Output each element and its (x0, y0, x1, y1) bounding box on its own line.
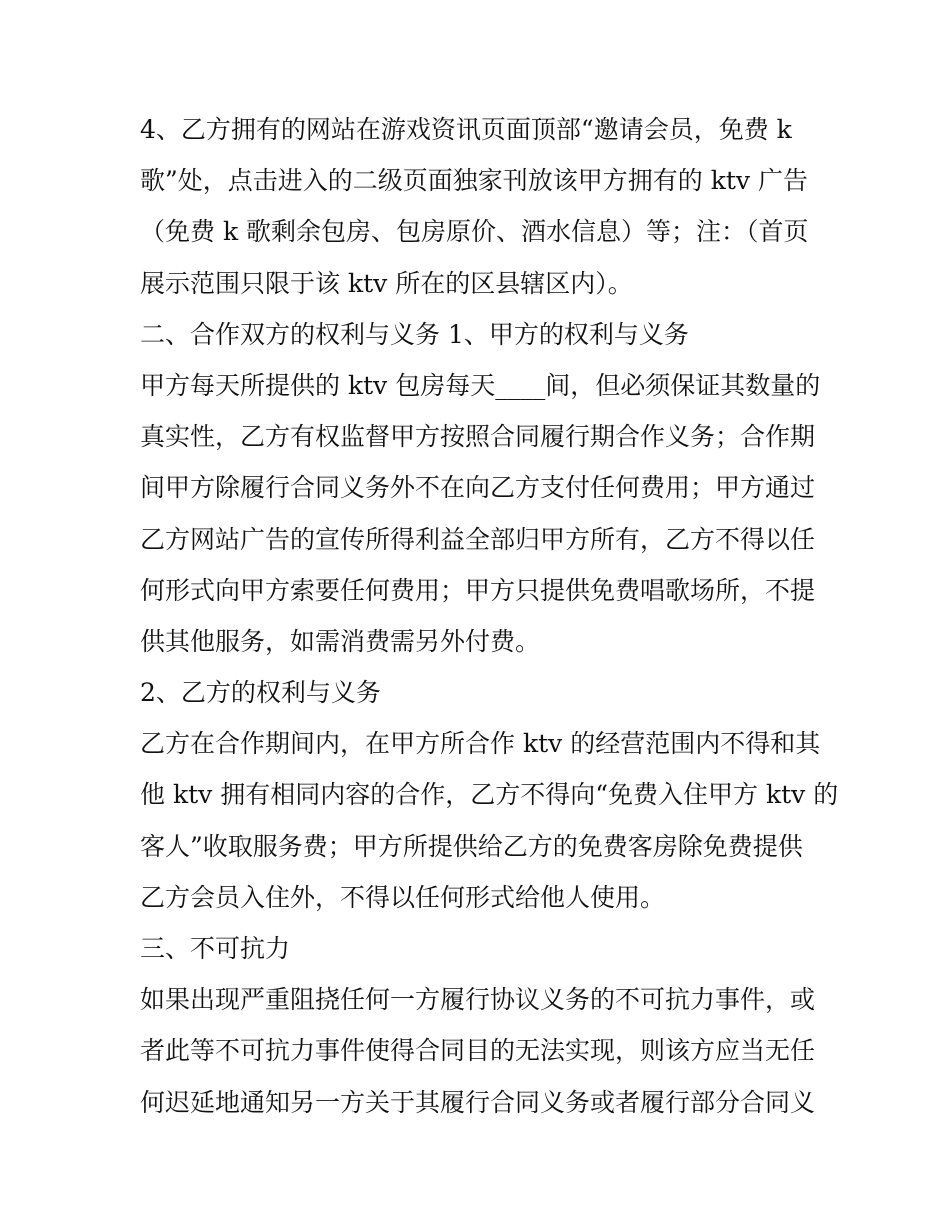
text-line: 4、乙方拥有的网站在游戏资讯页面顶部“邀请会员，免费 k (140, 115, 792, 144)
text-line: 他 ktv 拥有相同内容的合作，乙方不得向“免费入住甲方 ktv 的 (140, 780, 839, 810)
text-line: 如果出现严重阻挠任何一方履行协议义务的不可抗力事件，或 (140, 985, 816, 1015)
section-heading: 三、不可抗力 (140, 934, 291, 963)
text-line: 何迟延地通知另一方关于其履行合同义务或者履行部分合同义 (140, 1087, 816, 1117)
text-line: 客人”收取服务费；甲方所提供给乙方的免费客房除免费提供 (140, 831, 803, 861)
text-line: 展示范围只限于该 ktv 所在的区县辖区内）。 (140, 268, 633, 298)
text-line: 间甲方除履行合同义务外不在向乙方支付任何费用；甲方通过 (140, 473, 816, 503)
text-line: 何形式向甲方索要任何费用；甲方只提供免费唱歌场所，不提 (140, 575, 816, 605)
text-line: 乙方会员入住外，不得以任何形式给他人使用。 (140, 882, 666, 912)
text-line: 真实性，乙方有权监督甲方按照合同履行期合作义务；合作期 (140, 422, 816, 452)
text-line: 乙方网站广告的宣传所得利益全部归甲方所有，乙方不得以任 (140, 524, 816, 554)
text-line: 歌”处，点击进入的二级页面独家刊放该甲方拥有的 ktv 广告 (140, 166, 808, 196)
document-body (140, 104, 839, 1128)
section-heading: 二、合作双方的权利与义务 1、甲方的权利与义务 (140, 319, 689, 349)
subsection-heading: 2、乙方的权利与义务 (140, 678, 381, 708)
text-line: 供其他服务，如需消费需另外付费。 (140, 626, 541, 656)
text-line: 甲方每天所提供的 ktv 包房每天____间，但必须保证其数量的 (140, 370, 821, 400)
text-line: 者此等不可抗力事件使得合同目的无法实现，则该方应当无任 (140, 1036, 816, 1066)
text-line: 乙方在合作期间内，在甲方所合作 ktv 的经营范围内不得和其 (140, 729, 821, 759)
text-line: （免费 k 歌剩余包房、包房原价、酒水信息）等；注：（首页 (140, 217, 809, 247)
